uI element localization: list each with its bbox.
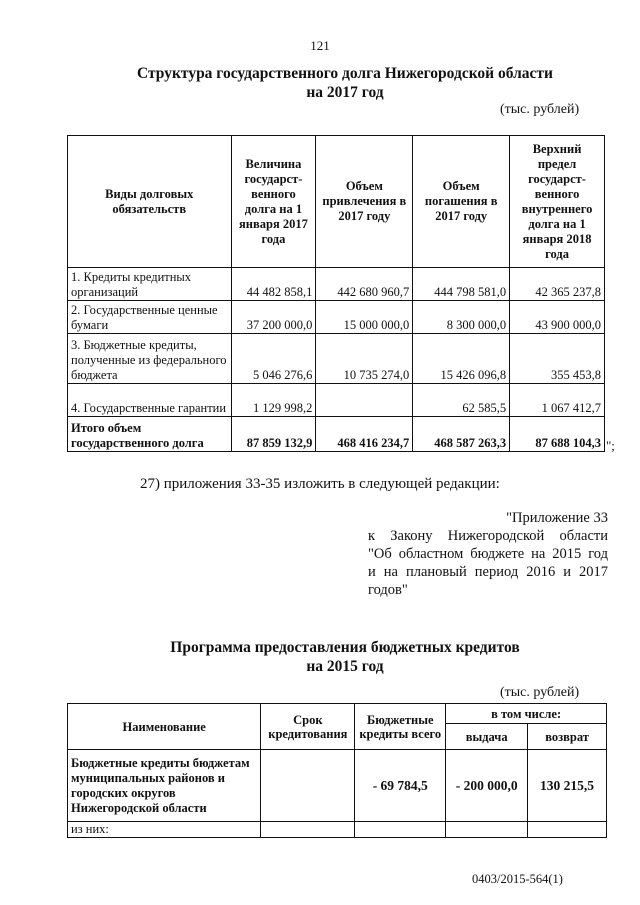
section2-title	[0, 638, 640, 676]
total-value: 468 416 234,7	[316, 417, 413, 452]
row-value: 8 300 000,0	[413, 301, 510, 334]
row-value: 15 426 096,8	[413, 334, 510, 384]
appendix-line: к Закону Нижегородской области	[368, 528, 608, 544]
table-header-row	[68, 136, 605, 268]
header-return: возврат	[528, 724, 607, 750]
row-value: 37 200 000,0	[231, 301, 316, 334]
section1-title-line2: на 2017 год	[306, 84, 384, 101]
row-issue: - 200 000,0	[446, 750, 528, 822]
appendix-line: "Об областном бюджете на 2015 год	[368, 546, 608, 562]
section1-title	[0, 64, 640, 102]
row-name: 2. Государственные ценные бумаги	[68, 301, 232, 334]
appendix-note	[368, 509, 608, 599]
debt-structure-table	[67, 135, 605, 452]
header-issue: выдача	[446, 724, 528, 750]
section2-title-line2: на 2015 год	[306, 658, 384, 675]
row-value: 44 482 858,1	[231, 268, 316, 301]
header-debt-start: Величина государст-венного долга на 1 января 2017 года	[231, 136, 316, 268]
row-value: 442 680 960,7	[316, 268, 413, 301]
row-value	[316, 384, 413, 417]
sub-row-label: из них:	[68, 822, 261, 838]
row-value: 1 129 998,2	[231, 384, 316, 417]
total-value: 87 859 132,9	[231, 417, 316, 452]
table-header-row	[68, 704, 607, 724]
header-including: в том числе:	[446, 704, 607, 724]
row-value: 43 900 000,0	[510, 301, 605, 334]
appendix-line: годов"	[368, 582, 408, 598]
section1-title-line1: Структура государственного долга Нижегородской области	[137, 65, 553, 82]
row-total: - 69 784,5	[355, 750, 446, 822]
table-row	[68, 334, 605, 384]
budget-credits-table	[67, 703, 607, 838]
header-repayment: Объем погашения в 2017 году	[413, 136, 510, 268]
page-number: 121	[310, 38, 330, 53]
document-code: 0403/2015-564(1)	[472, 872, 563, 886]
amendment-paragraph: 27) приложения 33-35 изложить в следующей редакции:	[140, 476, 500, 492]
appendix-line: "Приложение 33	[506, 510, 608, 526]
section2-title-line1: Программа предоставления бюджетных кредитов	[170, 639, 520, 656]
header-borrowing: Объем привлечения в 2017 году	[316, 136, 413, 268]
total-name: Итого объем государственного долга	[68, 417, 232, 452]
table-row	[68, 750, 607, 822]
row-value: 1 067 412,7	[510, 384, 605, 417]
row-value: 5 046 276,6	[231, 334, 316, 384]
table-row	[68, 384, 605, 417]
closing-quote-mark: ";	[606, 438, 615, 453]
total-value: 468 587 263,3	[413, 417, 510, 452]
row-name: 1. Кредиты кредитных организаций	[68, 268, 232, 301]
table-row	[68, 268, 605, 301]
total-row	[68, 417, 605, 452]
row-name: 3. Бюджетные кредиты, полученные из федерального бюджета	[68, 334, 232, 384]
total-value: 87 688 104,3	[510, 417, 605, 452]
table-row	[68, 822, 607, 838]
row-name: Бюджетные кредиты бюджетам муниципальных районов и городских округов Нижегородской области	[68, 750, 261, 822]
row-term	[261, 750, 355, 822]
row-return: 130 215,5	[528, 750, 607, 822]
header-debt-type: Виды долговых обязательств	[68, 136, 232, 268]
table-row	[68, 301, 605, 334]
row-value: 355 453,8	[510, 334, 605, 384]
header-term: Срок кредитования	[261, 704, 355, 750]
row-value: 62 585,5	[413, 384, 510, 417]
header-upper-limit: Верхний предел государст-венного внутреннего долга на 1 января 2018 года	[510, 136, 605, 268]
section2-units: (тыс. рублей)	[500, 685, 580, 700]
section1-units: (тыс. рублей)	[500, 102, 580, 117]
row-name: 4. Государственные гарантии	[68, 384, 232, 417]
row-value: 10 735 274,0	[316, 334, 413, 384]
row-value: 15 000 000,0	[316, 301, 413, 334]
row-value: 42 365 237,8	[510, 268, 605, 301]
appendix-line: и на плановый период 2016 и 2017	[368, 564, 608, 580]
header-name: Наименование	[68, 704, 261, 750]
row-value: 444 798 581,0	[413, 268, 510, 301]
header-total: Бюджетные кредиты всего	[355, 704, 446, 750]
